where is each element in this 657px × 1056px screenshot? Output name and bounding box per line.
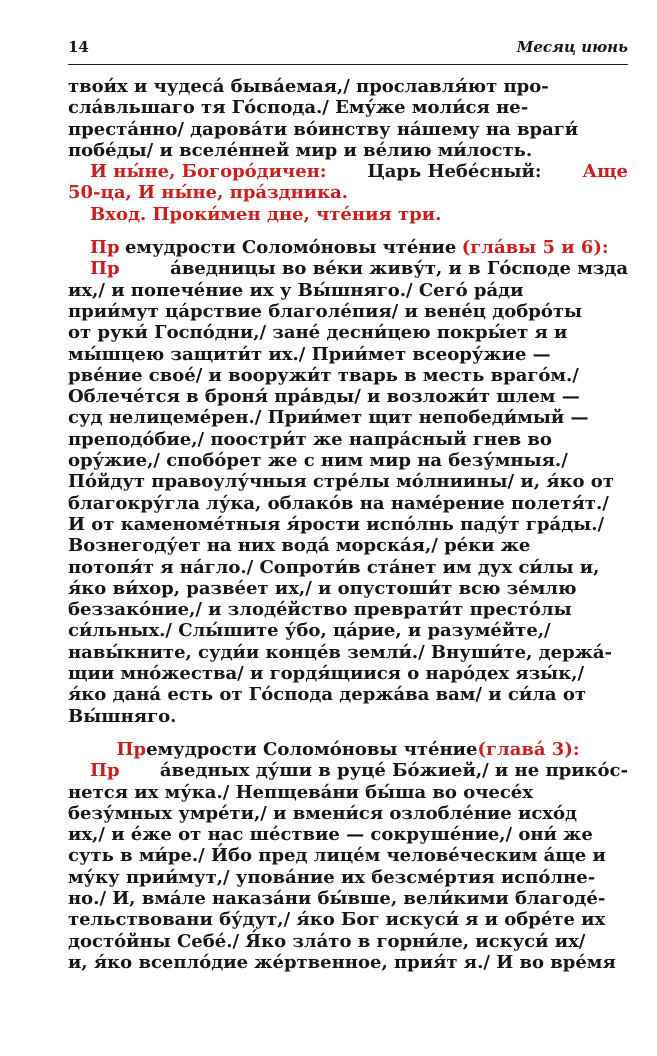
text-line [68,620,628,641]
page-number: 14 [68,38,89,56]
body-text: суд нелицеме́рен./ Прии́мет щит непобеди́мый — [68,407,589,429]
body-text: рве́ние свое́/ и вооружи́т тварь в месть враго́м./ [68,364,579,386]
body-text: но./ И, вма́ле наказа́ни бы́вше, вели́кими благоде́- [68,887,606,909]
body-text: емудрости Соломо́новы чте́ние [124,237,457,259]
text-line [68,119,628,140]
text-line [68,76,628,97]
body-text: благокру́гла лу́ка, облако́в на наме́рение полетя́т./ [68,492,609,514]
text-line [68,301,628,322]
body-text: му́ку прии́мут,/ упова́ние их безсме́ртия испо́лне- [68,866,596,888]
rubric-text: Аще [582,161,628,183]
body-text: их,/ и е́же от нас ше́ствие — сокруше́ние,/ они́ же [68,824,593,846]
text-line [68,514,628,535]
text-line [68,909,628,930]
body-text: потопя́т я на́гло./ Сопроти́в ста́нет им дух си́лы и, [68,556,600,578]
body-text: прии́мут ца́рствие благоле́пия/ и вене́ц добро́ты [68,300,583,322]
body-text: нется их му́ка./ Непщева́ни бы́ша во очесе́х [68,781,533,803]
body-text: мы́шцею защити́т их./ Прии́мет всеору́жие — [68,343,551,365]
text-line [68,782,628,803]
body-text: побе́ды/ и вселе́нней мир и ве́лию ми́лость. [68,139,533,161]
text-line [68,407,628,428]
body-text: тельствовани бу́дут,/ я́ко Бог искуси́ я и обре́те их [68,909,606,931]
body-text: Царь Небе́сный: [367,161,542,183]
text-line [68,322,628,343]
paragraph-gap [68,727,628,739]
body-text: си́льных./ Слы́шите у́бо, ца́рие, и разуме́йте,/ [68,620,551,642]
rubric-text: 50-ца, И ны́не, пра́здника. [68,182,349,204]
text-line [68,739,628,760]
body-text: досто́йны Себе́./ Я́ко зла́то в горни́ле, искуси́ их/ [68,930,586,952]
body-text: и, я́ко всепло́дие же́ртвенное, прия́т я./ И во вре́мя [68,951,616,973]
text-line [68,706,628,727]
running-title: Месяц июнь [516,38,628,56]
body-text: от руки́ Госпо́дни,/ зане́ десни́цею покры́ет я и [68,322,568,344]
text-line [68,952,628,973]
text-line [68,642,628,663]
body-text: И от каменоме́тныя я́рости испо́лнь паду́т гра́ды./ [68,513,605,535]
text-line [68,684,628,705]
text-line [68,557,628,578]
text-line [68,824,628,845]
body-text: я́ко ви́хор, разве́ет их,/ и опустоши́т всю зе́млю [68,577,577,599]
rubric-text: Пр [90,760,120,782]
body-text: я́ко дана́ есть от Го́спода держа́ва вам/ и си́ла от [68,684,586,706]
body-text: сла́вльшаго тя Го́спода./ Ему́же моли́ся не- [68,97,529,119]
text-line [68,365,628,386]
paragraph-gap [68,225,628,237]
rubric-text: (гла́вы 5 и 6): [461,237,609,259]
text-line [68,258,628,279]
body-text: ору́жие,/ спобо́рет же с ним мир на безу́мныя./ [68,450,568,472]
text-line [68,663,628,684]
text-line [68,803,628,824]
body-text: навы́кните, суди́и конце́в земли́./ Внуши́те, держа́- [68,641,613,663]
body-text: Вознегоду́ет на них вода́ морска́я,/ ре́ки же [68,535,531,557]
text-line [68,140,628,161]
text-line [68,760,628,781]
text-line [68,867,628,888]
text-line [68,237,628,258]
body-text: а́ведных ду́ши в руце́ Бо́жией,/ и не прико́с- [159,760,628,782]
body-text: преподо́бие,/ поостри́т же напра́сный гнев во [68,428,552,450]
text-line [68,182,628,203]
rubric-text: Пр [116,738,147,760]
page-header [68,38,628,60]
text-line [68,888,628,909]
text-line [68,204,628,225]
text-line [68,845,628,866]
rubric-text: И ны́не, Богоро́дичен: [90,161,327,183]
header-rule [68,64,628,65]
body-text: твои́х и чудеса́ быва́емая,/ прославля́ют про- [68,76,549,97]
text-line [68,599,628,620]
body-text: емудрости Соломо́новы чте́ние [146,738,478,760]
rubric-text: Вход. Проки́мен дне, чте́ния три. [90,203,442,225]
text-line [68,471,628,492]
body-text: а́ведницы во ве́ки живу́т, и в Го́споде мзда [170,258,628,280]
text-line [68,535,628,556]
body-text: безу́мных умре́ти,/ и вмени́ся озлобле́ние исхо́д [68,802,578,824]
text-line [68,161,628,182]
body-text: беззако́ние,/ и злоде́йство преврати́т престо́лы [68,599,572,621]
text-line [68,429,628,450]
text-line [68,931,628,952]
text-line [68,578,628,599]
rubric-text: Пр [90,258,120,280]
body-text: суть в ми́ре./ И́бо пред лице́м челове́ческим а́ще и [68,845,606,867]
body-text: По́йдут правоулу́чныя стре́лы мо́лниины/ и, я́ко от [68,471,614,493]
text-line [68,493,628,514]
text-line [68,344,628,365]
body-text: преста́нно/ дарова́ти во́инству на́шему на враги́ [68,118,579,140]
body-text: Вы́шняго. [68,705,177,727]
text-line [68,280,628,301]
body-text: щии мно́жества/ и гордя́щиися о наро́дех язы́к,/ [68,663,585,685]
text-line [68,386,628,407]
body-text: их,/ и попече́ние их у Вы́шняго./ Сего́ ра́ди [68,279,524,301]
text-line [68,97,628,118]
body-text: Облече́тся в броня́ пра́вды/ и возложи́т шлем — [68,386,580,408]
text-body [68,76,628,973]
text-line [68,450,628,471]
rubric-text: Пр [90,237,120,259]
rubric-text: (глава́ 3): [477,738,580,760]
